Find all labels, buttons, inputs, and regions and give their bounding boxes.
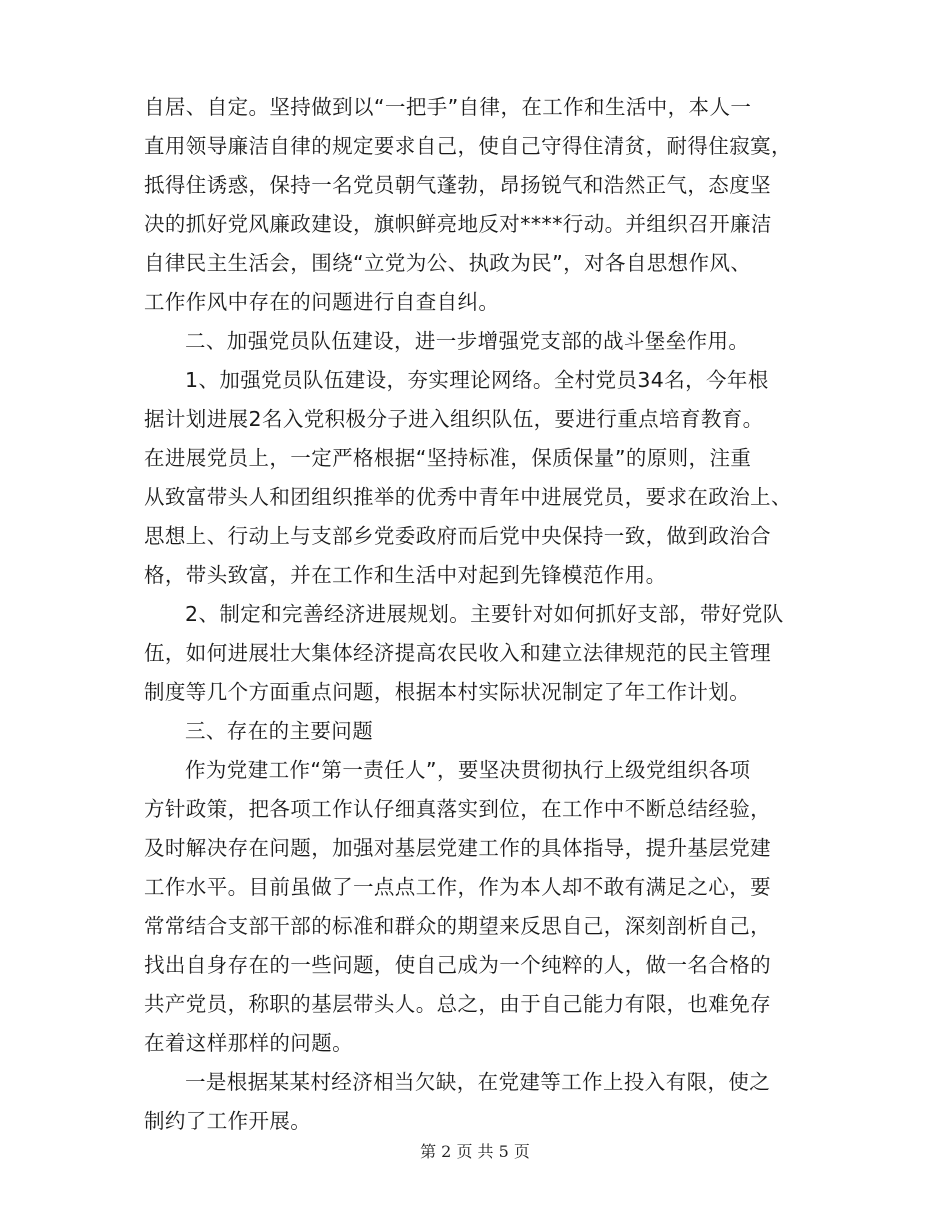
- section-heading: 三、存在的主要问题: [185, 719, 374, 743]
- body-line: 在着这样那样的问题。: [144, 1031, 353, 1055]
- paragraph-start-line: 1、加强党员队伍建设，夯实理论网络。全村党员34名，今年根: [185, 368, 769, 392]
- body-line: 决的抓好党风廉政建设，旗帜鲜亮地反对****行动。并组织召开廉洁: [144, 212, 772, 236]
- page-footer: 第 2 页 共 5 页: [420, 1142, 530, 1161]
- body-line: 据计划进展2名入党积极分子进入组织队伍，要进行重点培育教育。: [144, 407, 764, 431]
- paragraph-start-line: 一是根据某某村经济相当欠缺，在党建等工作上投入有限，使之: [185, 1070, 771, 1094]
- body-line: 直用领导廉洁自律的规定要求自己，使自己守得住清贫，耐得住寂寞，: [144, 134, 792, 158]
- body-line: 自居、自定。坚持做到以“一把手”自律，在工作和生活中，本人一: [144, 95, 752, 119]
- section-heading: 二、加强党员队伍建设，进一步增强党支部的战斗堡垒作用。: [185, 329, 750, 353]
- body-line: 抵得住诱惑，保持一名党员朝气蓬勃，昂扬锐气和浩然正气，态度坚: [144, 173, 771, 197]
- document-body: [144, 88, 806, 1141]
- body-line: 伍，如何进展壮大集体经济提高农民收入和建立法律规范的民主管理: [144, 641, 771, 665]
- body-line: 工作水平。目前虽做了一点点工作，作为本人却不敢有满足之心，要: [144, 875, 771, 899]
- body-line: 方针政策，把各项工作认仔细真落实到位，在工作中不断总结经验，: [144, 797, 771, 821]
- body-line: 制约了工作开展。: [144, 1109, 312, 1133]
- paragraph-start-line: 作为党建工作“第一责任人”，要坚决贯彻执行上级党组织各项: [185, 758, 751, 782]
- body-line: 自律民主生活会，围绕“立党为公、执政为民”，对各自思想作风、: [144, 251, 752, 275]
- body-line: 常常结合支部干部的标准和群众的期望来反思自己，深刻剖析自己，: [144, 914, 771, 938]
- body-line: 及时解决存在问题，加强对基层党建工作的具体指导，提升基层党建: [144, 836, 771, 860]
- body-line: 制度等几个方面重点问题，根据本村实际状况制定了年工作计划。: [144, 680, 751, 704]
- body-line: 找出自身存在的一些问题，使自己成为一个纯粹的人，做一名合格的: [144, 953, 771, 977]
- body-line: 格，带头致富，并在工作和生活中对起到先锋模范作用。: [144, 563, 667, 587]
- body-line: 思想上、行动上与支部乡党委政府而后党中央保持一致，做到政治合: [144, 524, 771, 548]
- body-line: 在进展党员上，一定严格根据“坚持标准，保质保量”的原则，注重: [144, 446, 752, 470]
- paragraph-start-line: 2、制定和完善经济进展规划。主要针对如何抓好支部，带好党队: [185, 602, 784, 626]
- body-line: 工作作风中存在的问题进行自查自纠。: [144, 290, 500, 314]
- body-line: 从致富带头人和团组织推举的优秀中青年中进展党员，要求在政治上、: [144, 485, 792, 509]
- body-line: 共产党员，称职的基层带头人。总之，由于自己能力有限，也难免存: [144, 992, 771, 1016]
